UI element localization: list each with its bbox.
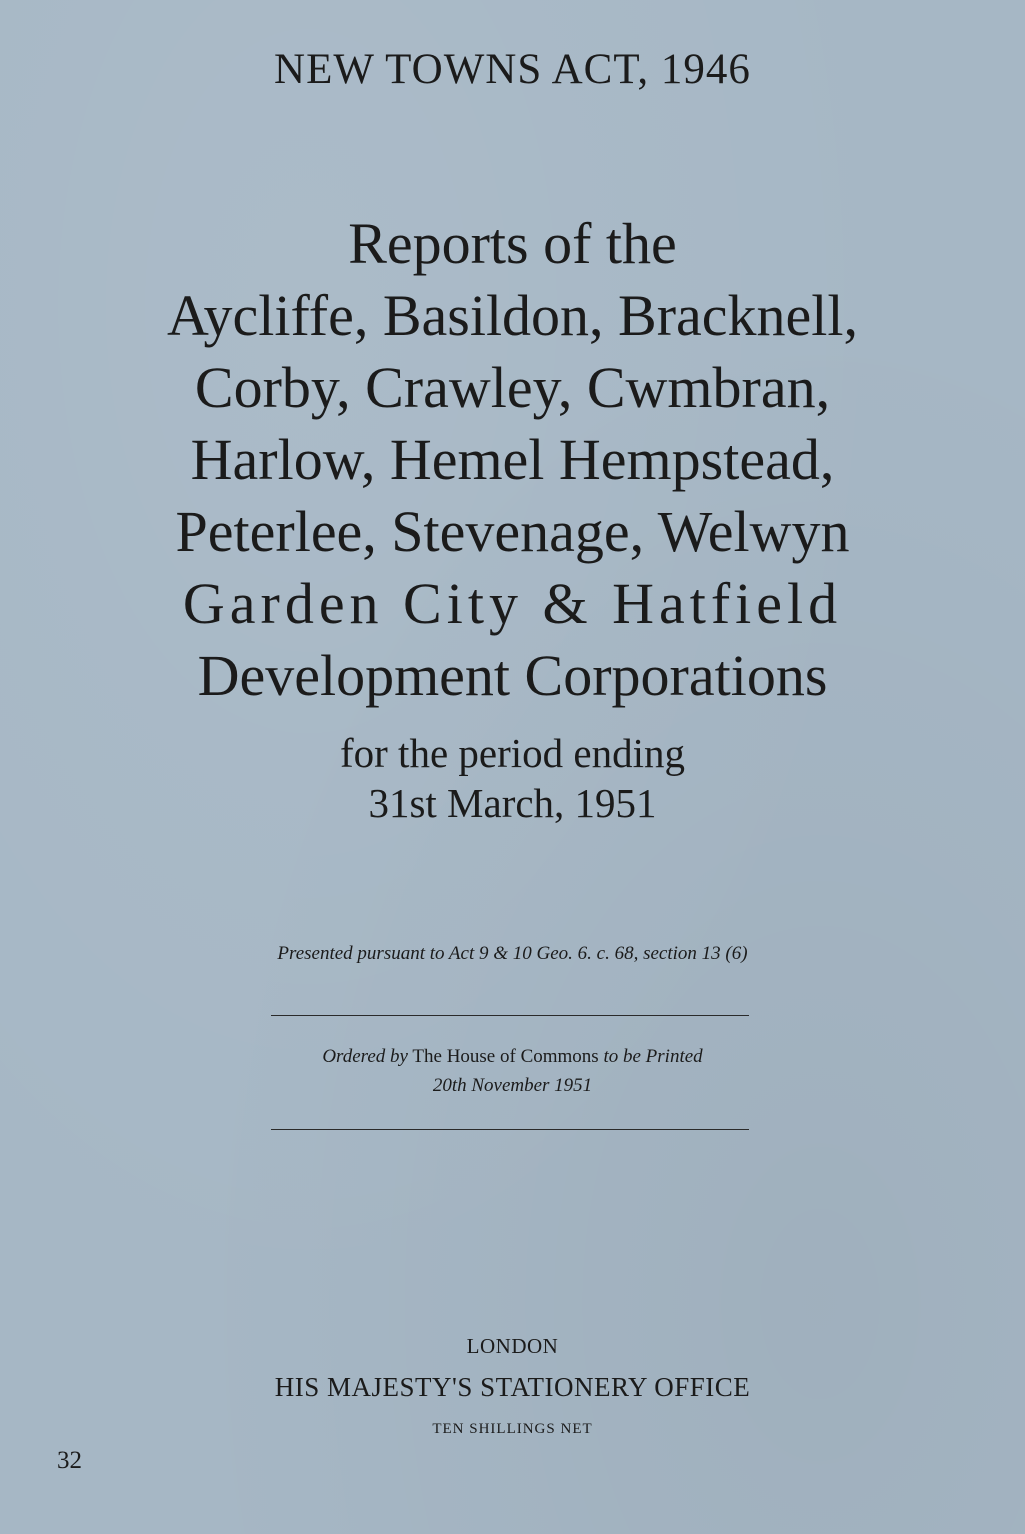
title-line: Corby, Crawley, Cwmbran, [194, 355, 831, 420]
report-title [0, 208, 1025, 712]
presented-note: Presented pursuant to Act 9 & 10 Geo. 6. c. 68, section 13 (6) [277, 943, 748, 964]
ordered-date: 20th November 1951 [432, 1075, 593, 1096]
imprint-publisher: HIS MAJESTY'S STATIONERY OFFICE [274, 1372, 751, 1402]
divider-rule [271, 1015, 749, 1016]
ordered-line [0, 1042, 1025, 1071]
title-line: Development Corporations [197, 643, 828, 708]
ordered-note [0, 1042, 1025, 1100]
imprint-city: LONDON [466, 1334, 559, 1358]
title-line: Garden City & Hatfield [182, 571, 843, 636]
period-statement [0, 728, 1025, 828]
title-line: Aycliffe, Basildon, Bracknell, [166, 283, 859, 348]
title-line: Harlow, Hemel Hempstead, [190, 427, 835, 492]
ordered-suffix: to be Printed [603, 1046, 703, 1067]
imprint-price: TEN SHILLINGS NET [432, 1421, 593, 1437]
title-line: Reports of the [348, 211, 677, 276]
ordered-body: The House of Commons [412, 1046, 599, 1067]
divider-rule [271, 1129, 749, 1130]
period-date: 31st March, 1951 [368, 780, 657, 826]
ordered-prefix: Ordered by [322, 1046, 408, 1067]
act-heading: NEW TOWNS ACT, 1946 [274, 46, 751, 93]
title-line: Peterlee, Stevenage, Welwyn [175, 499, 850, 564]
period-line-1: for the period ending [340, 730, 685, 776]
publisher-imprint [0, 1331, 1025, 1441]
page-number: 32 [57, 1447, 82, 1474]
